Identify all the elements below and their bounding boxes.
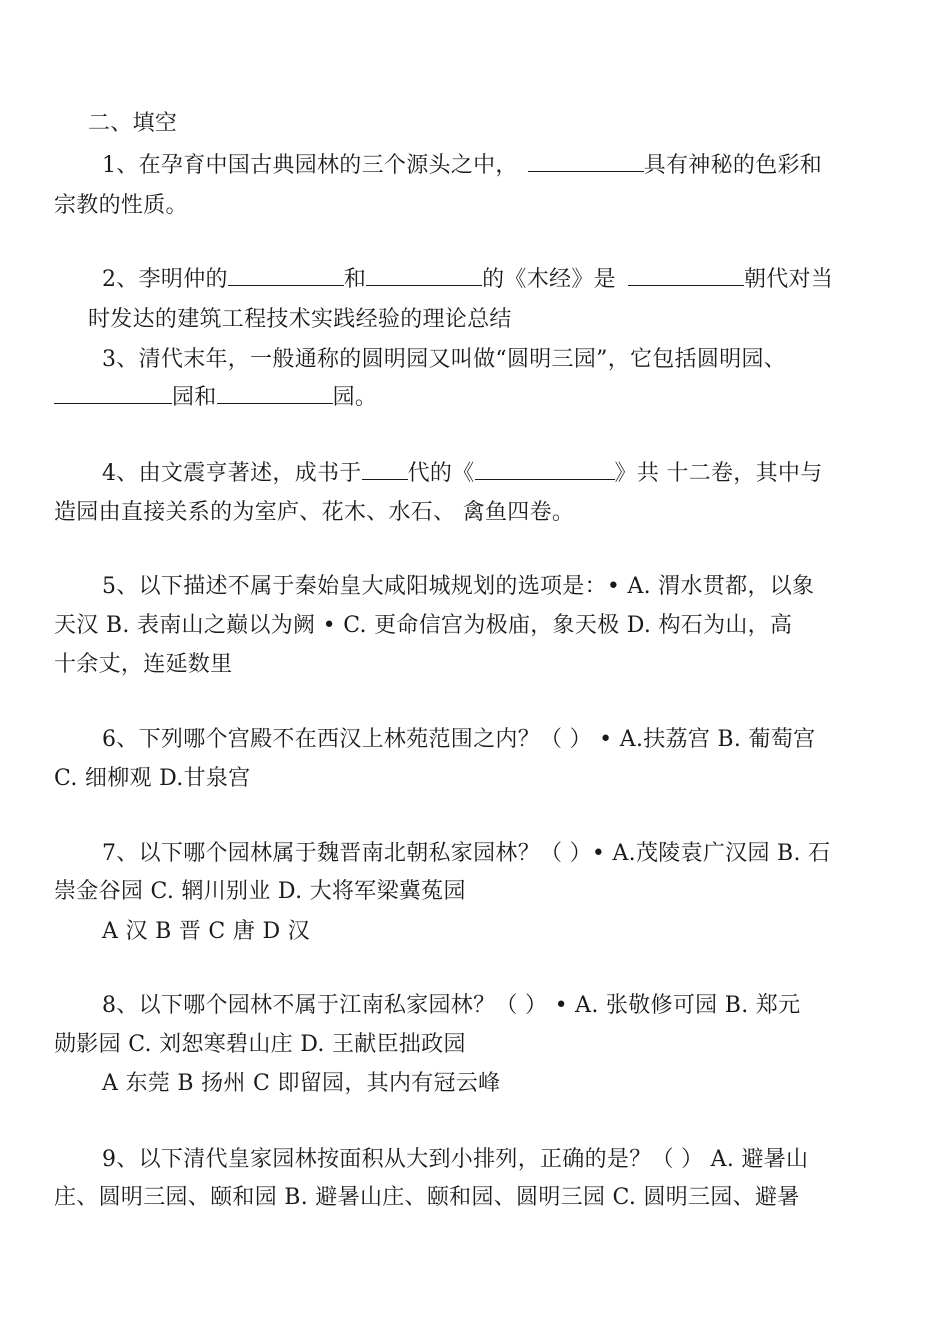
q4-text-a: 4、由文震亨著述，成书于	[102, 461, 362, 486]
question-1-line-2: 宗教的性质。	[54, 193, 188, 218]
blank	[475, 459, 615, 480]
q1-text-b: 具有神秘的色彩和	[643, 153, 823, 178]
blank	[528, 151, 644, 172]
question-2-line-1	[102, 265, 833, 295]
blank	[228, 265, 344, 286]
question-3-line-2	[54, 383, 377, 413]
question-9-line-2: 庄、圆明三园、颐和园 B. 避暑山庄、颐和园、圆明三园 C. 圆明三园、避暑	[54, 1185, 800, 1210]
question-7-line-2: 崇金谷园 C. 辋川别业 D. 大将军梁冀菟园	[54, 879, 466, 904]
question-7-answer-line: A 汉 B 晋 C 唐 D 汉	[102, 919, 310, 944]
blank	[366, 265, 482, 286]
q2-text-d: 朝代对当	[743, 267, 834, 292]
question-8-answer-line: A 东莞 B 扬州 C 即留园，其内有冠云峰	[102, 1071, 501, 1096]
question-4-line-1	[102, 459, 823, 489]
question-4-line-2: 造园由直接关系的为室庐、花木、水石、 禽鱼四卷。	[54, 500, 575, 525]
question-2-line-2: 时发达的建筑工程技术实践经验的理论总结	[88, 307, 512, 332]
q2-text-c: 的《木经》是	[482, 267, 616, 292]
q3-text-c: 园。	[332, 385, 378, 410]
q4-text-b: 代的《	[407, 461, 475, 486]
question-1-line-1	[102, 151, 822, 181]
question-7-line-1: 7、以下哪个园林属于魏晋南北朝私家园林？（ ）• A.茂陵袁广汉园 B. 石	[102, 841, 831, 866]
question-6-line-1: 6、下列哪个宫殿不在西汉上林苑范围之内？（ ） • A.扶荔宫 B. 葡萄宫	[102, 727, 816, 752]
blank	[362, 459, 408, 480]
question-9-line-1: 9、以下清代皇家园林按面积从大到小排列，正确的是？（ ） A. 避暑山	[102, 1147, 809, 1172]
question-5-line-3: 十余丈，连延数里	[54, 652, 233, 677]
q2-text-a: 2、李明仲的	[102, 267, 228, 292]
question-6-line-2: C. 细柳观 D.甘泉宫	[54, 766, 251, 791]
q2-text-b: 和	[343, 267, 367, 292]
question-8-line-2: 勋影园 C. 刘恕寒碧山庄 D. 王献臣拙政园	[54, 1032, 466, 1057]
blank	[628, 265, 744, 286]
question-5-line-1: 5、以下描述不属于秦始皇大咸阳城规划的选项是：• A. 渭水贯都，以象	[102, 574, 815, 599]
q1-text-a: 1、在孕育中国古典园林的三个源头之中，	[102, 153, 518, 178]
blank	[54, 383, 172, 404]
section-title: 二、填空	[88, 111, 178, 136]
question-5-line-2: 天汉 B. 表南山之巅以为阙 • C. 更命信宫为极庙，象天极 D. 构石为山，高	[54, 613, 793, 638]
q3-text-b: 园和	[172, 385, 217, 410]
blank	[217, 383, 333, 404]
q4-text-c: 》共 十二卷，其中与	[614, 461, 823, 486]
question-3-line-1: 3、清代末年，一般通称的圆明园又叫做“圆明三园”，它包括圆明园、	[102, 347, 787, 372]
question-8-line-1: 8、以下哪个园林不属于江南私家园林？（ ） • A. 张敬修可园 B. 郑元	[102, 993, 801, 1018]
